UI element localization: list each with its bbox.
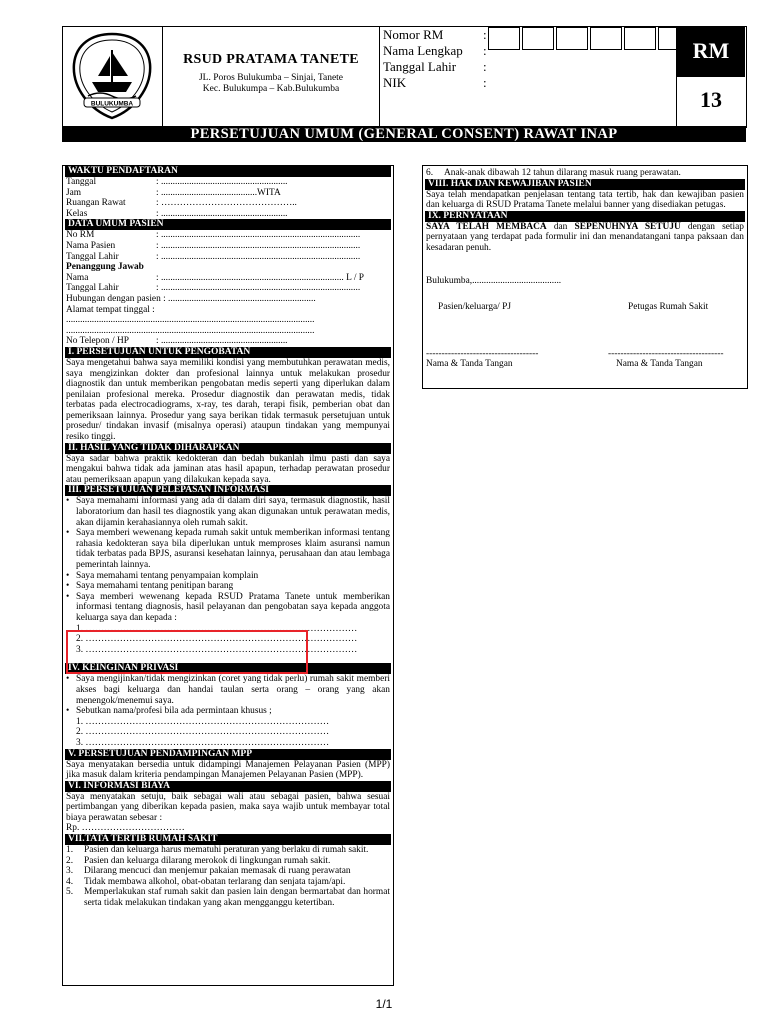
signature-lines <box>426 349 744 360</box>
left-column <box>62 165 394 986</box>
rule-text: Anak-anak dibawah 12 tahun dilarang masuk ruang perawatan. <box>444 168 681 178</box>
bullet-text: Saya memahami informasi yang ada di dalam diri saya, termasuk diagnostik, hasil laboratorium dan hasil tes diagnostik yang akan digunakan untuk perawatan medis, akan dijamin kerahasiannya oleh rumah sakit. <box>76 496 390 528</box>
section-heading-9: IX. PERNYATAAN <box>425 211 745 222</box>
row-tanggal-lahir[interactable] <box>66 252 390 263</box>
bullet-icon: • <box>66 706 70 717</box>
place-date-line[interactable]: Bulukumba,...................................... <box>426 275 562 286</box>
label: No Telepon / HP <box>66 336 129 347</box>
rule-number: 4. <box>66 876 74 887</box>
bullet-item <box>66 674 390 706</box>
rule-text: Pasien dan keluarga harus mematuhi peraturan yang berlaku di rumah sakit. <box>84 845 369 856</box>
bullet-item <box>66 528 390 570</box>
label: Nama Pasien <box>66 240 116 251</box>
colon: : <box>483 43 487 58</box>
section-6-text: Saya menyatakan setuju, baik sebagai wali atau sebagai pasien, bahwa sesuai pertimbangan yang diberikan kepada pasien, maka saya wajib untuk membayar total biaya perawatan sebesar : <box>66 791 390 823</box>
signature-labels <box>426 302 744 313</box>
bullet-icon: • <box>66 591 70 602</box>
signature-captions <box>426 359 744 370</box>
emphasis-agree: SEPENUHNYA SETUJU <box>574 221 681 232</box>
rm-digit-box[interactable] <box>488 27 520 50</box>
rule-text: Memperlakukan staf rumah sakit dan pasien lain dengan bermartabat dan hormat serta tidak melakukan tindakan yang akan mengganggu ketertiban. <box>84 887 390 909</box>
rule-item <box>66 877 390 888</box>
sig-right-caption: Nama & Tanda Tangan <box>616 359 703 370</box>
row-hubungan[interactable]: Hubungan dengan pasien : ............................................................... <box>66 293 316 304</box>
bullet-item <box>66 571 390 582</box>
rm-digit-box[interactable] <box>556 27 588 50</box>
rule-text: Pasien dan keluarga dilarang merokok di lingkungan rumah sakit. <box>84 855 331 866</box>
text-and: dan <box>546 221 575 232</box>
sig-right-line[interactable]: ------------------------------------- <box>608 348 724 359</box>
alamat-line[interactable]: .......................................................................................................... <box>66 315 315 326</box>
row-ruangan[interactable] <box>66 198 390 209</box>
bullet-item <box>66 496 390 528</box>
info-recipient-line[interactable]: 3. …………………………………………………………………………… <box>76 644 358 655</box>
field-nomor-rm: Nomor RM <box>383 27 444 42</box>
section-heading-data-umum: DATA UMUM PASIEN <box>65 219 391 230</box>
sig-left-line[interactable]: ------------------------------------ <box>426 348 539 359</box>
value: : ..................................................................................... <box>156 251 361 262</box>
value: : .............................................................................. L / P <box>156 272 364 283</box>
row-jam[interactable] <box>66 188 390 199</box>
emphasis-read: SAYA TELAH MEMBACA <box>426 221 547 232</box>
sig-left-label: Pasien/keluarga/ PJ <box>438 302 511 313</box>
info-recipient-line[interactable]: 1. …………………………………………………………………………… <box>76 623 358 634</box>
row-nama-pasien[interactable] <box>66 241 390 252</box>
section-9-text <box>426 222 744 254</box>
patient-id-block <box>380 26 677 126</box>
label: Tanggal Lahir <box>66 251 119 262</box>
bullet-item <box>66 592 390 624</box>
rule-text: Dilarang mencuci dan menjemur pakaian memasak di ruang perawatan <box>84 866 351 877</box>
rule-number: 1. <box>66 845 74 856</box>
rm-digit-box[interactable] <box>522 27 554 50</box>
privacy-name-line[interactable]: 3. …………………………………………………………………… <box>76 737 330 748</box>
value: : …………………………………….. <box>156 198 297 209</box>
bullet-icon: • <box>66 581 70 592</box>
colon: : <box>483 75 487 90</box>
bullet-item <box>66 706 390 717</box>
rule-number: 5. <box>66 887 74 898</box>
row-alamat: Alamat tempat tinggal : <box>66 304 155 315</box>
rule-number: 2. <box>66 855 74 866</box>
highlight-box <box>66 630 308 674</box>
value: : ..................................................................................... <box>156 240 361 251</box>
value: : ...................................................... <box>156 177 288 187</box>
privacy-name-line[interactable]: 1. …………………………………………………………………… <box>76 716 330 727</box>
section-heading-3: III. PERSETUJUAN PELEPASAN INFORMASI <box>65 485 391 496</box>
section-heading-2: II. HASIL YANG TIDAK DIHARAPKAN <box>65 443 391 454</box>
rule-item <box>66 845 390 856</box>
bullet-text: Saya memahami tentang penitipan barang <box>76 581 234 592</box>
label: Ruangan Rawat <box>66 198 126 209</box>
section-heading-8: VIII. HAK DAN KEWAJIBAN PASIEN <box>425 179 745 190</box>
field-tanggal-lahir: Tanggal Lahir <box>383 59 457 74</box>
rm-digit-box[interactable] <box>624 27 656 50</box>
hospital-info <box>163 26 380 126</box>
value: : ..................................................................................... <box>156 283 361 294</box>
rm-digit-box[interactable] <box>590 27 622 50</box>
sig-left-caption: Nama & Tanda Tangan <box>426 359 513 370</box>
section-heading-6: VI. INFORMASI BIAYA <box>65 781 391 792</box>
label: Nama <box>66 272 89 283</box>
bullet-text: Saya memberi wewenang kepada RSUD Pratama Tanete untuk memberikan informasi tentang diagnosis, hasil pelayanan dan pengobatan saya kepada anggota keluarga saya dan kepada : <box>76 591 390 623</box>
value: : ..................................................................................... <box>156 230 361 241</box>
value: : ...................................................... <box>156 336 288 347</box>
bullet-icon: • <box>66 528 70 539</box>
section-8-text: Saya telah mendapatkan penjelasan tentang tata tertib, hak dan kewajiban pasien dan keluarga di RSUD Pratama Tanete melalui banner yang disediakan petugas. <box>426 189 744 211</box>
page-number: 1/1 <box>375 997 393 1011</box>
rule-text: Tidak membawa alkohol, obat-obatan terlarang dan senjata tajam/api. <box>84 876 346 887</box>
section-heading-5: V. PERSETUJUAN PENDAMPINGAN MPP <box>65 749 391 760</box>
section-heading-1: I. PERSETUJUAN UNTUK PENGOBATAN <box>65 347 391 358</box>
label: Kelas <box>66 208 88 219</box>
colon: : <box>483 27 487 42</box>
section-1-text: Saya mengetahui bahwa saya memiliki kondisi yang membutuhkan perawatan medis, saya mengizinkan dokter dan profesional lainnya untuk melakukan prosedur diagnostik dan untuk memberikan pengobatan medis seperti yang diperlukan dalam penilaian profesional mereka. Prosedur diagnostik dan perawatan medis, tidak terbatas pada electrocadiograms, x-ray, tes darah, terapi fisik, pemberian obat dan pemeriksaan lainnya. Prosedur yang saya berikan tidak termasuk persetujuan untuk prosedur/ tindakan invasif (misalnya operasi) ataupun tindakan yang mempunyai resiko tinggi. <box>66 357 390 443</box>
bullet-text: Saya mengijinkan/tidak mengizinkan (coret yang tidak perlu) rumah sakit memberi akses bagi keluarga dan handai taulan serta orang – orang yang akan menengok/menemui saya. <box>76 674 390 706</box>
value: : ...................................................... <box>156 208 288 219</box>
hospital-logo <box>62 26 162 126</box>
row-pj-nama[interactable] <box>66 273 390 284</box>
rule-item <box>66 887 390 908</box>
label: Tanggal <box>66 177 97 187</box>
right-column <box>422 165 748 389</box>
row-tanggal[interactable] <box>66 177 390 188</box>
label: No RM <box>66 230 95 241</box>
value: : .........................................WITA <box>156 187 281 198</box>
pj-heading: Penanggung Jawab <box>66 262 144 273</box>
rule-number: 3. <box>66 866 74 877</box>
bullet-item <box>66 581 390 592</box>
section-5-text: Saya menyatakan bersedia untuk didampingi Manajemen Pelayanan Pasien (MPP) jika masuk dalam kriteria pendampingan Manajemen Pelayanan Pasien (MPP). <box>66 759 390 781</box>
logo-cell <box>62 26 163 126</box>
row-kelas[interactable] <box>66 209 390 220</box>
address-line-2: Kec. Bulukumpa – Kab.Bulukumba <box>202 84 340 94</box>
section-heading-waktu: WAKTU PENDAFTARAN <box>65 166 391 177</box>
text-rest: dengan setiap pernyataan yang terdapat pada formulir ini dan menandatangani tanpa paksaan dan kesadaran penuh. <box>426 221 744 253</box>
rm-number-boxes[interactable] <box>488 27 692 50</box>
rule-item <box>426 168 744 179</box>
field-nama-lengkap: Nama Lengkap <box>383 43 463 58</box>
rule-item <box>66 866 390 877</box>
section-heading-4: IV. KEINGINAN PRIVASI <box>65 663 391 674</box>
rm-number: 13 <box>677 76 745 127</box>
colon: : <box>483 59 487 74</box>
section-2-text: Saya sadar bahwa praktik kedokteran dan bedah bukanlah ilmu pasti dan saya mengakui bahwa tidak ada jaminan atas hasil apapun, terhadap perawatan prosedur atau pemeriksaan apapun yang dilakukan kepada saya. <box>66 453 390 485</box>
rm-label: RM <box>677 26 745 76</box>
bullet-icon: • <box>66 570 70 581</box>
rule-item <box>66 856 390 867</box>
row-pj-tanggal-lahir[interactable] <box>66 283 390 294</box>
row-telepon[interactable] <box>66 336 390 347</box>
bullet-text: Sebutkan nama/profesi bila ada permintaan khusus ; <box>76 706 272 717</box>
bullet-text: Saya memberi wewenang kepada rumah sakit untuk memberikan informasi tentang rahasia kedokteran saya bila diperlukan untuk memproses klaim asuransi namun tidak terbatas pada BPJS, asuransi kesehatan lainnya, perusahaan dan atau lembaga pemerintah lainnya. <box>76 528 390 570</box>
rule-number: 6. <box>426 168 434 178</box>
sig-right-label: Petugas Rumah Sakit <box>628 302 709 313</box>
bullet-icon: • <box>66 496 70 507</box>
logo-text: BULUKUMBA <box>90 100 134 108</box>
cost-amount-line[interactable]: Rp. …………………………… <box>66 823 185 834</box>
hospital-name: RSUD PRATAMA TANETE <box>183 52 359 67</box>
address-line-1: JL. Poros Bulukumba – Sinjai, Tanete <box>198 73 344 83</box>
field-nik: NIK <box>383 75 407 90</box>
bullet-text: Saya memahami tentang penyampaian komplain <box>76 570 259 581</box>
label: Jam <box>66 187 82 198</box>
section-heading-7: VII.TATA TERTIB RUMAH SAKIT <box>65 834 391 845</box>
info-recipient-line[interactable]: 2. …………………………………………………………………………… <box>76 634 358 645</box>
bullet-icon: • <box>66 674 70 685</box>
privacy-name-line[interactable]: 2. …………………………………………………………………… <box>76 727 330 738</box>
form-title: PERSETUJUAN UMUM (GENERAL CONSENT) RAWAT INAP <box>62 126 746 142</box>
alamat-line[interactable]: .......................................................................................................... <box>66 325 315 336</box>
label: Tanggal Lahir <box>66 283 119 294</box>
row-no-rm[interactable] <box>66 230 390 241</box>
